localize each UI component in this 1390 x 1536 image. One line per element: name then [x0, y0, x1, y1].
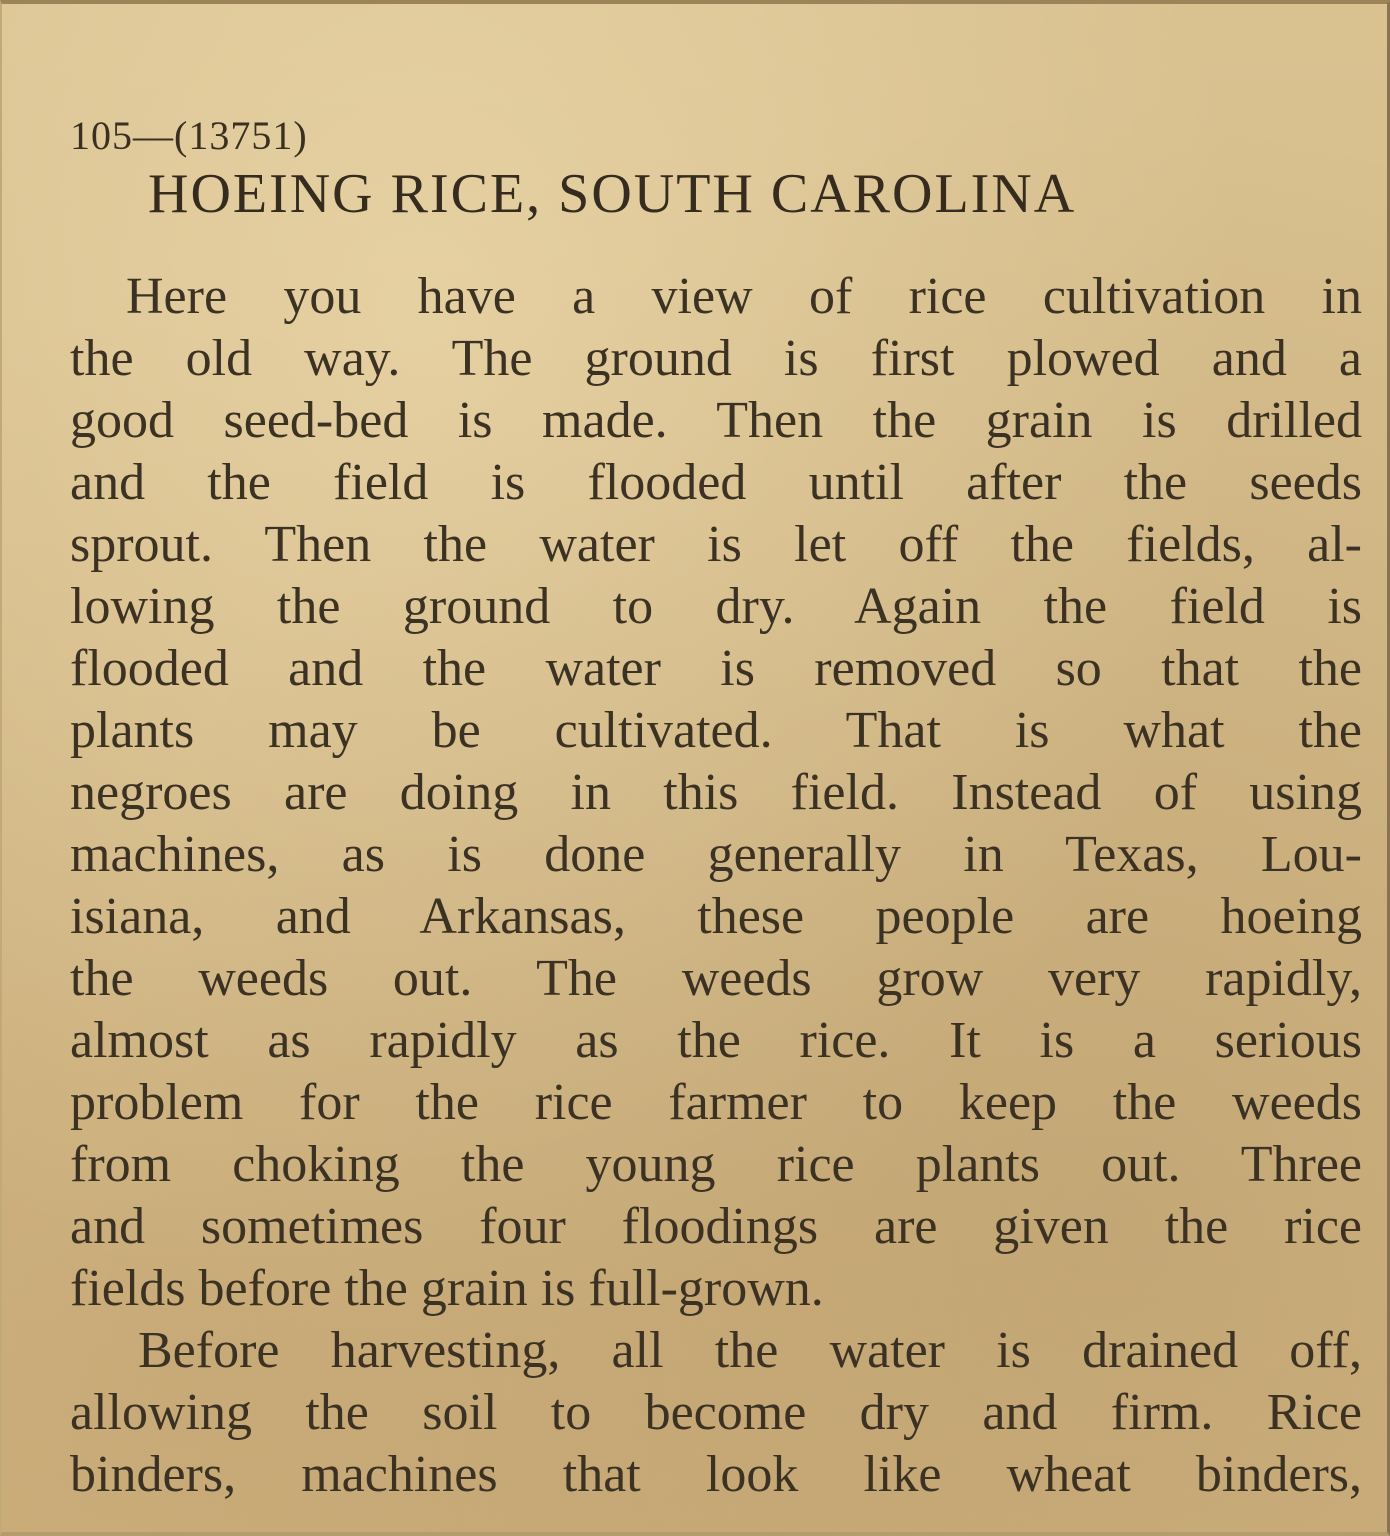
text-line: binders, machines that look like wheat binders, — [70, 1446, 1362, 1503]
text-line: lowing the ground to dry. Again the field is — [70, 578, 1362, 635]
text-line: and sometimes four floodings are given the rice — [70, 1198, 1362, 1255]
text-line: plants may be cultivated. That is what the — [70, 702, 1362, 759]
text-line: isiana, and Arkansas, these people are hoeing — [70, 888, 1362, 945]
card-number: 105—(13751) — [70, 113, 308, 158]
card-title: HOEING RICE, SOUTH CAROLINA — [148, 163, 1077, 225]
text-line: flooded and the water is removed so that the — [70, 640, 1362, 697]
text-line: the weeds out. The weeds grow very rapidly, — [70, 950, 1362, 1007]
text-line: the old way. The ground is first plowed and a — [70, 330, 1362, 387]
text-line: machines, as is done generally in Texas, Lou- — [70, 826, 1362, 883]
text-line: problem for the rice farmer to keep the weeds — [70, 1074, 1362, 1131]
text-line: Here you have a view of rice cultivation in — [126, 268, 1362, 325]
text-line: allowing the soil to become dry and firm. Rice — [70, 1384, 1362, 1441]
text-line: almost as rapidly as the rice. It is a serious — [70, 1012, 1362, 1069]
text-line: from choking the young rice plants out. Three — [70, 1136, 1362, 1193]
text-line: negroes are doing in this field. Instead of using — [70, 764, 1362, 821]
text-line: good seed-bed is made. Then the grain is drilled — [70, 392, 1362, 449]
text-line: sprout. Then the water is let off the fields, al- — [70, 516, 1362, 573]
text-line: fields before the grain is full-grown. — [70, 1260, 824, 1317]
card-description — [70, 266, 1362, 1506]
text-line: and the field is flooded until after the seeds — [70, 454, 1362, 511]
text-line: Before harvesting, all the water is drained off, — [138, 1322, 1362, 1379]
